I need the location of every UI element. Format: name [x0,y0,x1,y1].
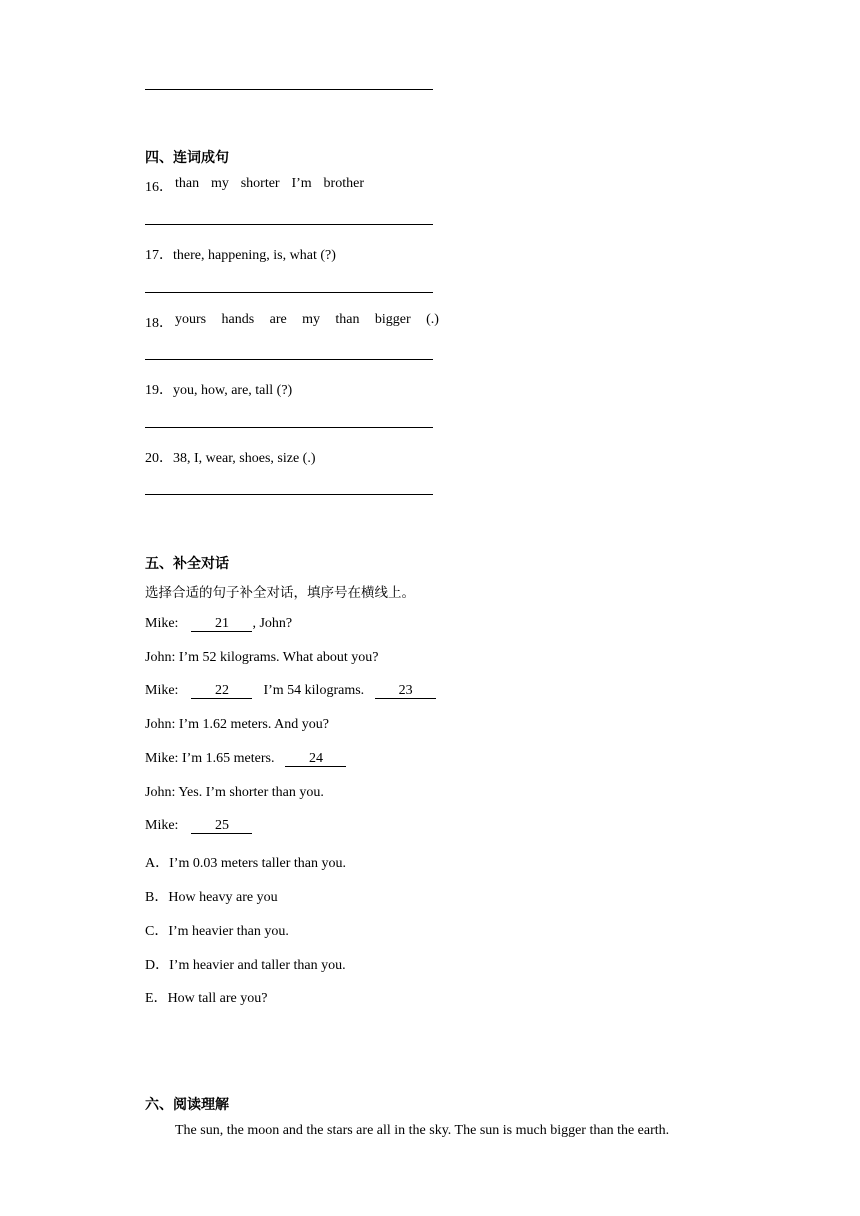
answer-line-18[interactable] [145,359,433,360]
word: my [302,312,320,327]
dialogue-text: Mike: I’m 1.65 meters. [145,751,275,766]
question-18-words [175,312,439,328]
word: brother [323,176,364,191]
option-d [145,954,346,974]
section-4-title: 四、连词成句 [145,150,229,166]
blank-23[interactable]: 23 [375,684,436,699]
speaker: Mike: [145,818,179,833]
option-e [145,987,267,1007]
speaker: Mike: [145,616,179,631]
dialogue-line-3 [145,683,436,699]
word: hands [221,312,255,327]
option-label: E． [145,991,168,1006]
blank-24[interactable]: 24 [285,752,346,767]
question-17-text: there, happening, is, what (?) [173,248,336,263]
question-18 [145,312,173,332]
word: (.) [426,312,439,327]
dialogue-text: I’m 54 kilograms. [263,683,365,698]
dialogue-line-6: John: Yes. I’m shorter than you. [145,785,324,800]
question-16 [145,176,173,196]
word: I’m [291,176,312,191]
question-19-number: 19． [145,383,173,398]
option-text: I’m 0.03 meters taller than you. [169,856,347,871]
blank-21[interactable]: 21 [191,617,252,632]
answer-line-prev[interactable] [145,89,433,90]
question-19 [145,379,292,399]
option-b [145,886,278,906]
question-20 [145,447,316,467]
word: my [210,176,229,191]
answer-line-17[interactable] [145,292,433,293]
question-17-number: 17． [145,248,173,263]
blank-25[interactable]: 25 [191,819,252,834]
reading-paragraph: The sun, the moon and the stars are all in the sky. The sun is much bigger than the earth. [175,1123,670,1138]
question-16-words [175,176,364,192]
option-label: B． [145,890,169,905]
dialogue-line-7 [145,818,252,834]
answer-line-20[interactable] [145,494,433,495]
blank-22[interactable]: 22 [191,684,252,699]
question-18-number: 18． [145,316,173,331]
question-16-number: 16． [145,180,173,195]
section-6-title: 六、阅读理解 [145,1097,229,1113]
option-a [145,852,346,872]
answer-line-16[interactable] [145,224,433,225]
dialogue-line-5 [145,751,346,767]
word: than [175,176,200,191]
answer-line-19[interactable] [145,427,433,428]
question-20-number: 20． [145,451,173,466]
dialogue-line-2: John: I’m 52 kilograms. What about you? [145,650,379,665]
option-label: C． [145,924,169,939]
option-text: How heavy are you [168,890,278,905]
word: than [335,312,360,327]
option-label: A． [145,856,170,871]
section-5-title: 五、补全对话 [145,556,229,572]
word: shorter [240,176,280,191]
speaker: Mike: [145,683,179,698]
section-5-instruction: 选择合适的句子补全对话，填序号在横线上。 [145,585,415,601]
word: are [269,312,287,327]
option-text: I’m heavier and taller than you. [169,958,346,973]
option-c [145,920,289,940]
question-19-text: you, how, are, tall (?) [173,383,293,398]
word: yours [175,312,207,327]
dialogue-text: , John? [252,616,293,631]
question-17 [145,244,336,264]
dialogue-line-4: John: I’m 1.62 meters. And you? [145,717,329,732]
option-label: D． [145,958,170,973]
option-text: How tall are you? [167,991,268,1006]
question-20-text: 38, I, wear, shoes, size (.) [173,451,316,466]
word: bigger [374,312,411,327]
dialogue-line-1 [145,616,292,632]
option-text: I’m heavier than you. [168,924,289,939]
